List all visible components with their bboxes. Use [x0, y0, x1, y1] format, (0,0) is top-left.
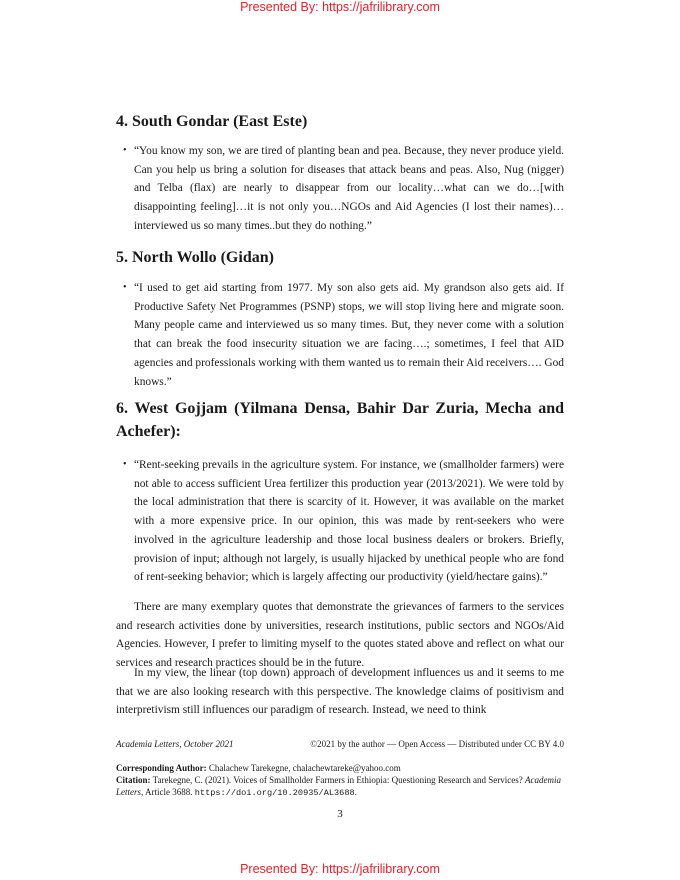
bullet-icon: • [123, 459, 127, 470]
doi-link[interactable]: https://doi.org/10.20935/AL3688 [194, 788, 355, 798]
quote-north-wollo [123, 279, 564, 391]
quote-text: “I used to get aid starting from 1977. My son also gets aid. My grandson also gets aid. If Productive Safety Net Programmes (PSNP) stops, we will stop living here and migrate soon. Many people came and interviewed us so many times. But, they never come with a solution that can break the food insecurity situation we are facing….; sometimes, I feel that AID agencies and professionals working with them wanted us to remain their Aid receivers…. God knows.” [134, 282, 564, 388]
quote-text: “Rent-seeking prevails in the agriculture system. For instance, we (smallholder farmers) were not able to access sufficient Urea fertilizer this production year (2013/2021). We were told by the local administration that there is scarcity of it. However, it was available on the market with a more expensive price. In our opinion, this was made by rent-seekers who were involved in the agriculture leadership and those local business dealers or brokers. Briefly, provision of input; although not largely, is usually hijacked by unethical people who are fond of rent-seeking behavior; which is largely affecting our productivity (yield/hectare gains).” [134, 459, 564, 584]
page-number: 3 [337, 808, 343, 820]
cite-label: Citation: [116, 775, 151, 785]
cite-journal: Academia Letters [116, 775, 562, 797]
section-heading-north-wollo: 5. North Wollo (Gidan) [116, 249, 274, 266]
cite-text: Tarekegne, C. (2021). Voices of Smallholder Farmers in Ethiopia: Questioning Research and Services? [152, 775, 523, 785]
quote-south-gondar [123, 142, 564, 236]
section-heading-west-gojjam: 6. West Gojjam (Yilmana Densa, Bahir Dar Zuria, Mecha and Achefer): [116, 400, 564, 440]
footer-row [116, 738, 564, 750]
bullet-icon: • [123, 282, 127, 293]
cite-article: , Article 3688. [141, 787, 193, 797]
corresponding-author [116, 762, 564, 774]
quote-text: “You know my son, we are tired of planting bean and pea. Because, they never produce yield. Can you help us bring a solution for diseases that attack beans and peas. Also, Nug (nigger) and Telba (flax) are nearly to disappear from our locality…what can we do…[with disappointing feeling]…it is not only you…NGOs and Aid Agencies (I lost their names)…interviewed us so many times..but they do nothing.” [134, 145, 564, 232]
cite-end: . [354, 787, 357, 797]
body-paragraph: In my view, the linear (top down) approach of development influences us and it seems to me that we are also looking research with this perspective. The knowledge claims of positivism and interpretivism still influences our paradigm of research. Instead, we need to think [116, 667, 564, 717]
corr-label: Corresponding Author: [116, 763, 207, 773]
header-banner[interactable]: Presented By: https://jafrilibrary.com [240, 0, 440, 14]
journal-date: Academia Letters, October 2021 [116, 739, 234, 749]
license-notice: ©2021 by the author — Open Access — Distributed under CC BY 4.0 [310, 739, 564, 749]
quote-west-gojjam [123, 456, 564, 587]
footer-banner[interactable]: Presented By: https://jafrilibrary.com [240, 862, 440, 876]
body-paragraph: There are many exemplary quotes that demonstrate the grievances of farmers to the services and research activities done by universities, research institutions, public sectors and NGOs/Aid Agencies. However, I prefer to limiting myself to the quotes stated above and reflect on what our services and research practices should be in the future. [116, 601, 564, 670]
page-footer [116, 738, 564, 799]
corr-text: Chalachew Tarekegne, chalachewtareke@yahoo.com [208, 763, 401, 773]
citation [116, 774, 564, 799]
section-heading-south-gondar: 4. South Gondar (East Este) [116, 113, 308, 130]
bullet-icon: • [123, 145, 127, 156]
